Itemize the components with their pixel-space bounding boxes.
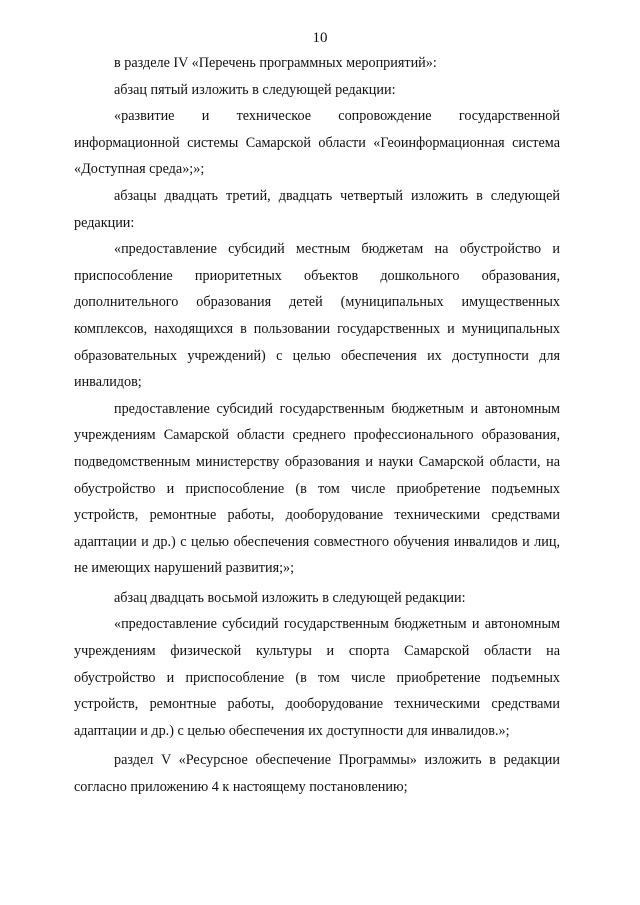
paragraph-section-iv: в разделе IV «Перечень программных мероприятий»: bbox=[114, 55, 437, 71]
paragraph-section-v: раздел V «Ресурсное обеспечение Программы» изложить в редакции согласно приложению 4 к настоящему постановлению; bbox=[74, 752, 560, 796]
paragraph-fifth-abzac: абзац пятый изложить в следующей редакции: bbox=[114, 81, 396, 98]
paragraph-subsidies-sport: «предоставление субсидий государственным бюджетным и автономным учреждениям физической культуры и спорта Самарской области на обустройство и приспособление (в том числе приобретение подъемных устройств, ремонтные работы, дооборудование техническими средствами адаптации и др.) с целью обеспечения их доступности для инвалидов.»; bbox=[74, 616, 560, 739]
document-body bbox=[74, 50, 560, 801]
paragraph-abzacs-23-24: абзацы двадцать третий, двадцать четвертый изложить в следующей редакции: bbox=[74, 187, 560, 231]
page-number: 10 bbox=[312, 30, 328, 46]
paragraph-abzac-28: абзац двадцать восьмой изложить в следующей редакции: bbox=[114, 589, 466, 606]
paragraph-subsidies-local-budgets: «предоставление субсидий местным бюджетам на обустройство и приспособление приоритетных объектов дошкольного образования, дополнительного образования детей (муниципальных имущественных комплексов, находящихся в пользовании государственных и муниципальных образовательных учреждений) с целью обеспечения их доступности для инвалидов; bbox=[74, 241, 560, 391]
paragraph-subsidies-professional-education: предоставление субсидий государственным бюджетным и автономным учреждениям Самарской области среднего профессионального образования, подведомственным министерству образования и науки Самарской области, на обустройство и приспособление (в том числе приобретение подъемных устройств, ремонтные работы, дооборудование техническими средствами адаптации и др.) с целью обеспечения совместного обучения инвалидов и лиц, не имеющих нарушений развития;»; bbox=[74, 400, 560, 577]
paragraph-geoinformation-system: «развитие и техническое сопровождение государственной информационной системы Самарской области «Геоинформационная система «Доступная среда»;»; bbox=[74, 108, 560, 178]
